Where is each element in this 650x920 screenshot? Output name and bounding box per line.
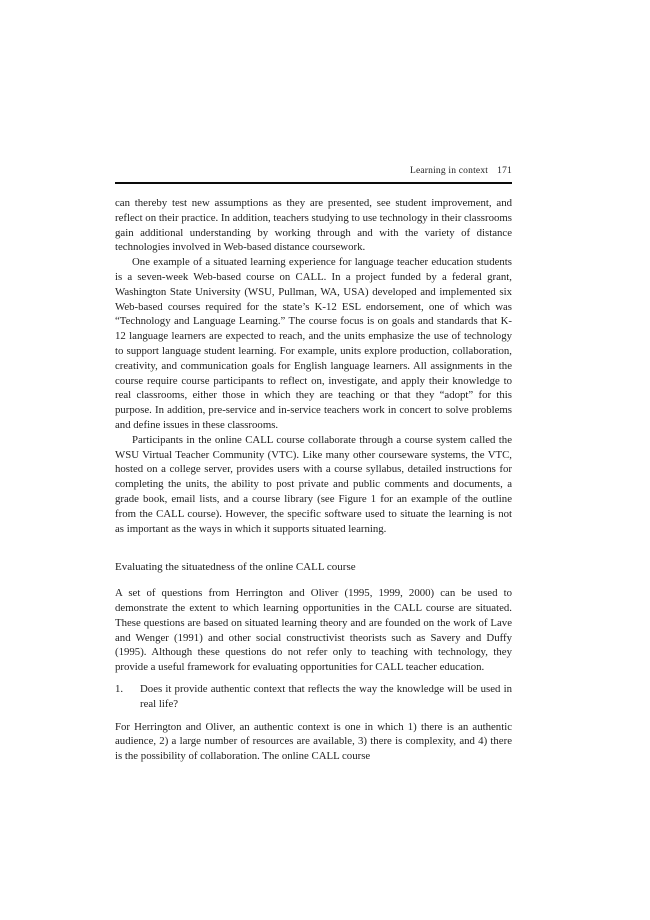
paragraph-vtc: Participants in the online CALL course collaborate through a course system called the WSU Virtual Teacher Community (VTC). Like many other courseware systems, the VTC, hosted on a college server, provides users with a course syllabus, detailed instructions for completing the units, the ability to post private and public comments and documents, a grade book, email lists, and a course library (see Figure 1 for an example of the outline from the CALL course). However, the specific software used to situate the learning is not as important as the ways in which it supports situated learning. bbox=[115, 433, 512, 535]
running-header bbox=[115, 166, 512, 176]
page-number: 171 bbox=[497, 166, 512, 176]
header-rule bbox=[115, 182, 512, 184]
paragraph-questions: A set of questions from Herrington and Oliver (1995, 1999, 2000) can be used to demonstrate the extent to which learning opportunities in the CALL course are situated. These questions are based on situated learning theory and are founded on the work of Lave and Wenger (1991) and other social constructivist theorists such as Savery and Duffy (1995). Although these questions do not refer only to teaching with technology, they provide a useful framework for evaluating opportunities for CALL teacher education. bbox=[115, 587, 512, 674]
list-item-text: Does it provide authentic context that reflects the way the knowledge will be used in real life? bbox=[140, 682, 512, 710]
numbered-list-item bbox=[115, 682, 512, 712]
paragraph-authentic-context: For Herrington and Oliver, an authentic context is one in which 1) there is an authentic audience, 2) a large number of resources are available, 3) there is complexity, and 4) there is the possibility of collaboration. The online CALL course bbox=[115, 720, 512, 763]
running-title: Learning in context bbox=[409, 166, 489, 176]
body-text bbox=[115, 196, 512, 764]
paragraph-course-example: One example of a situated learning experience for language teacher education students is a seven-week Web-based course on CALL. In a project funded by a federal grant, Washington State University (WSU, Pullman, WA, USA) developed and implemented six Web-based courses required for the state’s K-12 ESL endorsement, one of which was “Technology and Language Learning.” The course focus is on goals and standards that K-12 language learners are expected to reach, and the units emphasize the use of technology to support language student learning. For example, units explore production, collaboration, creativity, and communication goals for English language learners. All assignments in the course require course participants to reflect on, investigate, and apply their knowledge to real classrooms, either those in which they are teaching or that they “adopt” for this purpose. In addition, pre-service and in-service teachers work in concert to solve problems and define issues in these classrooms. bbox=[115, 256, 512, 431]
list-item-number: 1. bbox=[115, 682, 124, 695]
book-page bbox=[115, 0, 512, 764]
paragraph-continuation: can thereby test new assumptions as they are presented, see student improvement, and reflect on their practice. In addition, teachers studying to use technology in their classrooms gain additional understanding by working through and with the variety of distance technologies involved in Web-based distance coursework. bbox=[115, 197, 512, 254]
section-heading: Evaluating the situatedness of the online CALL course bbox=[115, 561, 356, 574]
